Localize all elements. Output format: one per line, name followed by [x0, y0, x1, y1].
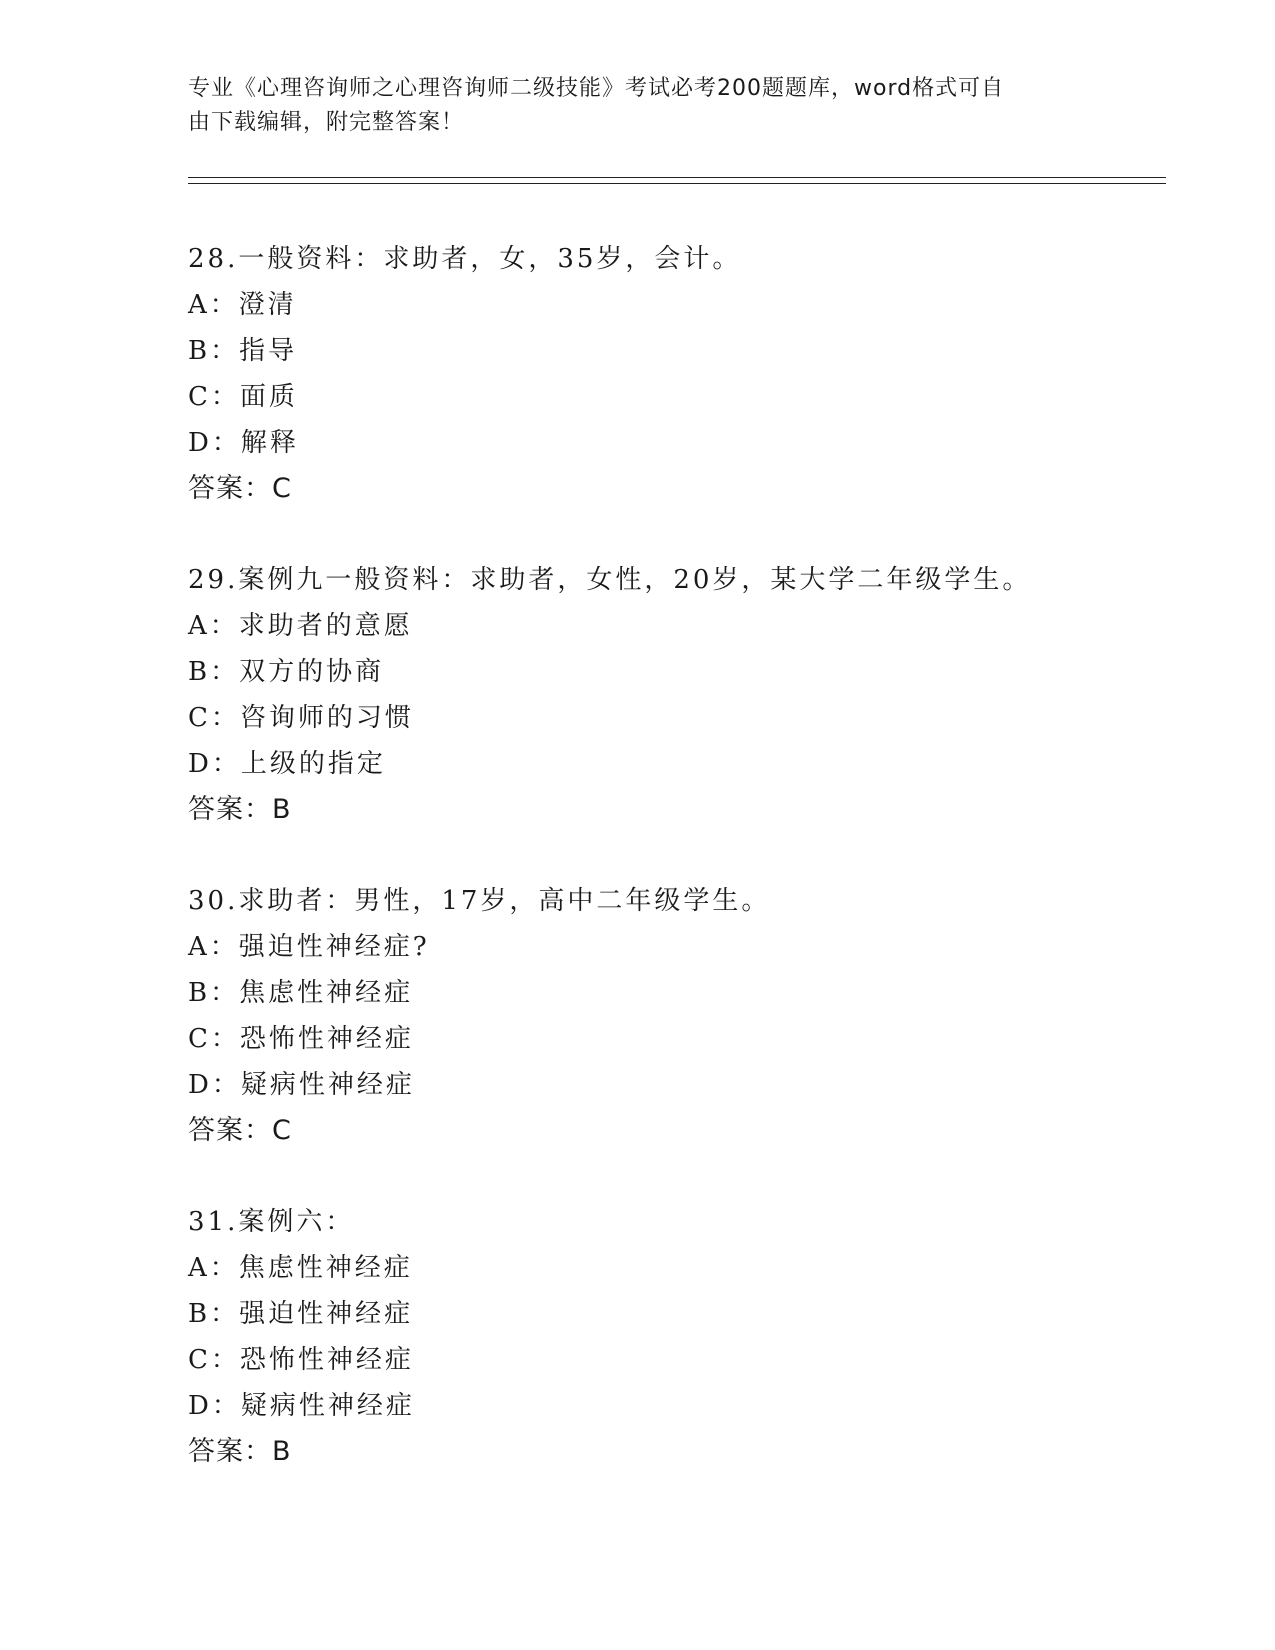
question-title: 30.求助者：男性，17岁，高中二年级学生。 — [188, 886, 771, 916]
question-title: 28.一般资料：求助者，女，35岁，会计。 — [188, 244, 742, 274]
option-d: D：解释 — [188, 428, 299, 458]
header-divider-bottom — [188, 183, 1166, 184]
option-c: C：面质 — [188, 382, 298, 412]
question-31 — [188, 1199, 1138, 1475]
option-d: D：疑病性神经症 — [188, 1391, 415, 1421]
option-d: D：上级的指定 — [188, 749, 386, 779]
option-b: B：焦虑性神经症 — [188, 978, 414, 1008]
question-title: 29.案例九一般资料：求助者，女性，20岁，某大学二年级学生。 — [188, 565, 1032, 595]
answer: 答案：B — [188, 794, 292, 825]
header-divider-top — [188, 177, 1166, 178]
option-c: C：咨询师的习惯 — [188, 703, 414, 733]
option-b: B：双方的协商 — [188, 657, 385, 687]
option-a: A：求助者的意愿 — [188, 611, 413, 641]
header-line-2: 由下载编辑，附完整答案！ — [188, 110, 465, 135]
question-30 — [188, 878, 1138, 1154]
header-line-1: 专业《心理咨询师之心理咨询师二级技能》考试必考200题题库，word格式可自 — [188, 76, 1005, 101]
option-a: A：焦虑性神经症 — [188, 1253, 413, 1283]
document-header — [188, 72, 1068, 140]
option-c: C：恐怖性神经症 — [188, 1024, 414, 1054]
option-b: B：指导 — [188, 336, 298, 366]
option-b: B：强迫性神经症 — [188, 1299, 414, 1329]
question-title: 31.案例六： — [188, 1207, 355, 1237]
answer: 答案：B — [188, 1436, 292, 1467]
question-29 — [188, 557, 1138, 833]
option-a: A：强迫性神经症? — [188, 932, 430, 962]
answer: 答案：C — [188, 473, 292, 504]
option-d: D：疑病性神经症 — [188, 1070, 415, 1100]
option-a: A：澄清 — [188, 290, 297, 320]
answer: 答案：C — [188, 1115, 292, 1146]
question-28 — [188, 236, 1138, 512]
option-c: C：恐怖性神经症 — [188, 1345, 414, 1375]
